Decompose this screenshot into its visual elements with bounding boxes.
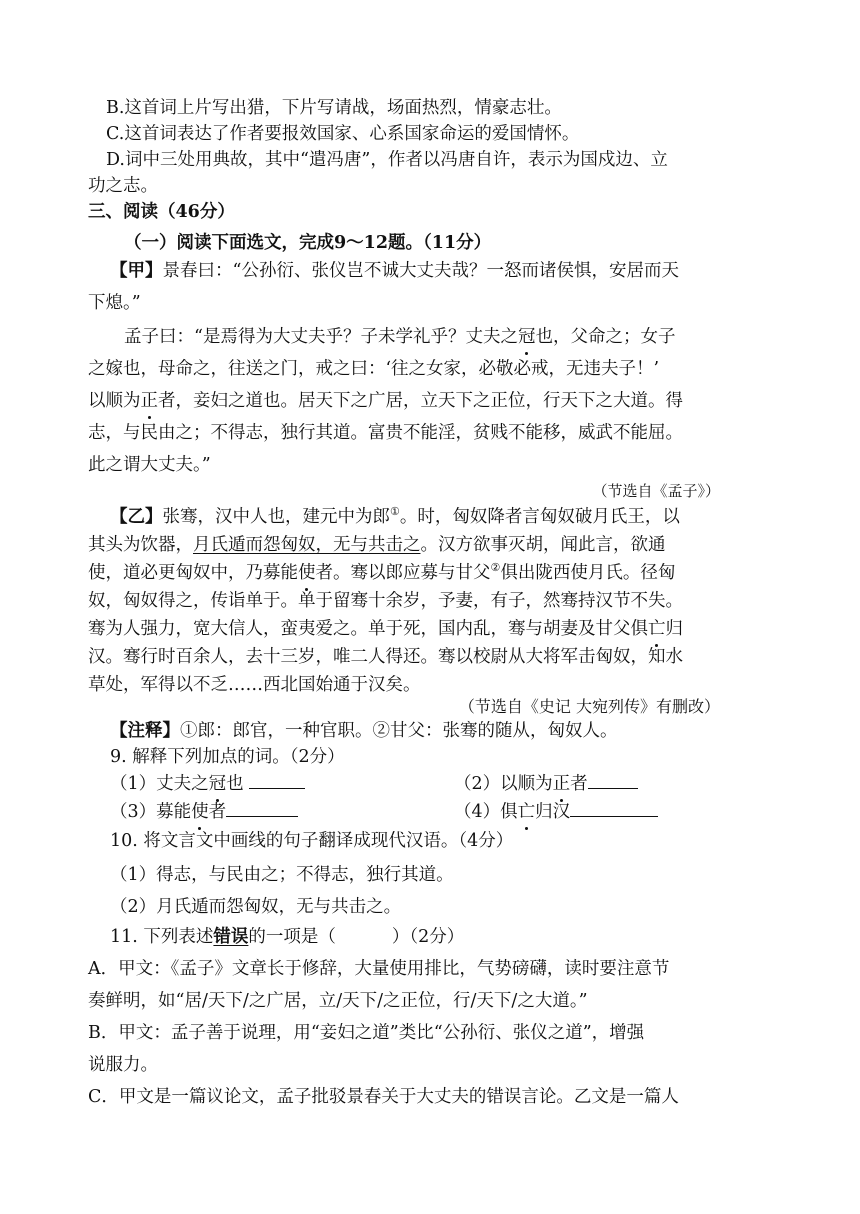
- passage-yi-line1: 【乙】张骞，汉中人也，建元中为郎①。时，匈奴降者言匈奴破月氏王，以: [110, 505, 680, 527]
- notes-label: 【注释】: [110, 721, 180, 741]
- passage-jia-label: 【甲】: [110, 261, 163, 281]
- passage-yi-line6: 汉。骞行时百余人，去十三岁，唯二人得还。骞以校尉从大将军击匈奴，知水: [88, 647, 683, 667]
- q11-emphasis-cuowu: 错误: [213, 927, 249, 947]
- passage-jia-source: （节选自《孟子》）: [592, 482, 720, 500]
- q11-stem: 11. 下列表述错误的一项是（ ）（2分）: [110, 927, 465, 947]
- q9-answer-1[interactable]: [249, 770, 305, 789]
- passage-yi-line5: 骞为人强力，宽大信人，蛮夷爱之。单于死，国内乱，骞与胡妻及甘父俱亡归: [88, 616, 772, 642]
- passage-jia-p1-line2: 下熄。”: [88, 293, 141, 313]
- q11-option-b-line1: B．甲文：孟子善于说理，用“妾妇之道”类比“公孙衍、张仪之道”，增强: [88, 1023, 645, 1043]
- section-subtitle: （一）阅读下面选文，完成9～12题。（11分）: [124, 233, 492, 253]
- q9-dotted-zheng: 正: [553, 771, 571, 797]
- q9-row1: （1）丈夫之冠也 （2）以顺为正者: [110, 770, 794, 797]
- passage-jia-p2-line5: 此之谓大丈夫。”: [88, 455, 211, 475]
- q11-option-a-line1: A．甲文：《孟子》文章长于修辞，大量使用排比，气势磅礴，读时要注意节: [88, 959, 670, 979]
- passage-yi-source: （节选自《史记 大宛列传》有删改）: [458, 697, 720, 716]
- q9-dotted-wang: 亡: [518, 799, 536, 825]
- option-c-prev: C.这首词表达了作者要报效国家、心系国家命运的爱国情怀。: [106, 124, 580, 144]
- q9-row2: （3）募能使者 （4）俱亡归汉: [110, 798, 794, 825]
- q11-option-b-line2: 说服力。: [88, 1055, 158, 1075]
- q10-stem: 10. 将文言文中画线的句子翻译成现代汉语。（4分）: [110, 831, 514, 851]
- option-d-prev-line1: D.词中三处用典故，其中“遣冯唐”，作者以冯唐自许，表示为国戍边、立: [106, 150, 668, 170]
- q9-dotted-shi: 使: [191, 799, 209, 825]
- passage-yi-label: 【乙】: [110, 507, 163, 527]
- underlined-sentence: 月氏遁而怨匈奴，无与共击之: [193, 535, 421, 555]
- dotted-char-shi: 使: [298, 560, 316, 586]
- dotted-char-wang: 亡: [648, 616, 666, 642]
- passage-yi-line3: 使，道必更匈奴中，乃募能使者。骞以郎应募与甘父②俱出陇西使月氏。径匈: [88, 560, 772, 586]
- passage-jia-p2-line2: 之嫁也，母命之，往送之门，戒之曰：‘往之女家，必敬必戒，无违夫子！’: [88, 359, 660, 379]
- q9-answer-2[interactable]: [588, 770, 638, 789]
- q9-answer-4[interactable]: [570, 798, 658, 817]
- dotted-char-zheng: 正: [141, 388, 159, 414]
- footnote-ref-1: ①: [390, 505, 400, 519]
- q11-option-c-line1: C．甲文是一篇议论文，孟子批驳景春关于大丈夫的错误言论。乙文是一篇人: [88, 1087, 679, 1107]
- q11-option-a-line2: 奏鲜明，如“居/天下/之广居，立/天下/之正位，行/天下/之大道。”: [88, 991, 588, 1011]
- q9-stem: 9. 解释下列加点的词。（2分）: [110, 747, 345, 767]
- passage-jia-p1-line1: 【甲】景春曰：“公孙衍、张仪岂不诚大丈夫哉？一怒而诸侯惧，安居而天: [110, 261, 679, 281]
- q10-sentence-2: （2）月氏遁而怨匈奴，无与共击之。: [110, 897, 402, 917]
- section-title: 三、阅读（46分）: [88, 202, 235, 222]
- passage-yi-line2: 其头为饮器，月氏遁而怨匈奴，无与共击之。汉方欲事灭胡，闻此言，欲通: [88, 535, 666, 555]
- option-b-prev: B.这首词上片写出猎，下片写请战，场面热烈，情豪志壮。: [106, 98, 562, 118]
- passage-yi-line7: 草处，军得以不乏……西北国始通于汉矣。: [88, 675, 421, 695]
- dotted-char-guan: 冠: [518, 324, 536, 350]
- q10-sentence-1: （1）得志，与民由之；不得志，独行其道。: [110, 865, 454, 885]
- passage-yi-line4: 奴，匈奴得之，传诣单于。单于留骞十余岁，予妻，有子，然骞持汉节不失。: [88, 591, 683, 611]
- footnote-ref-2: ②: [490, 561, 501, 575]
- passage-yi-notes: 【注释】①郎：郎官，一种官职。②甘父：张骞的随从，匈奴人。: [110, 721, 618, 741]
- q9-dotted-guan: 冠: [209, 771, 227, 797]
- passage-jia-p2-line1: 孟子曰：“是焉得为大丈夫乎？子未学礼乎？丈夫之冠也，父命之；女子: [124, 324, 808, 350]
- passage-jia-p2-line4: 志，与民由之；不得志，独行其道。富贵不能淫，贫贱不能移，威武不能屈。: [88, 423, 683, 443]
- passage-jia-p2-line3: 以顺为正者，妾妇之道也。居天下之广居，立天下之正位，行天下之大道。得: [88, 388, 772, 414]
- option-d-prev-line2: 功之志。: [88, 176, 158, 196]
- q9-answer-3[interactable]: [226, 798, 298, 817]
